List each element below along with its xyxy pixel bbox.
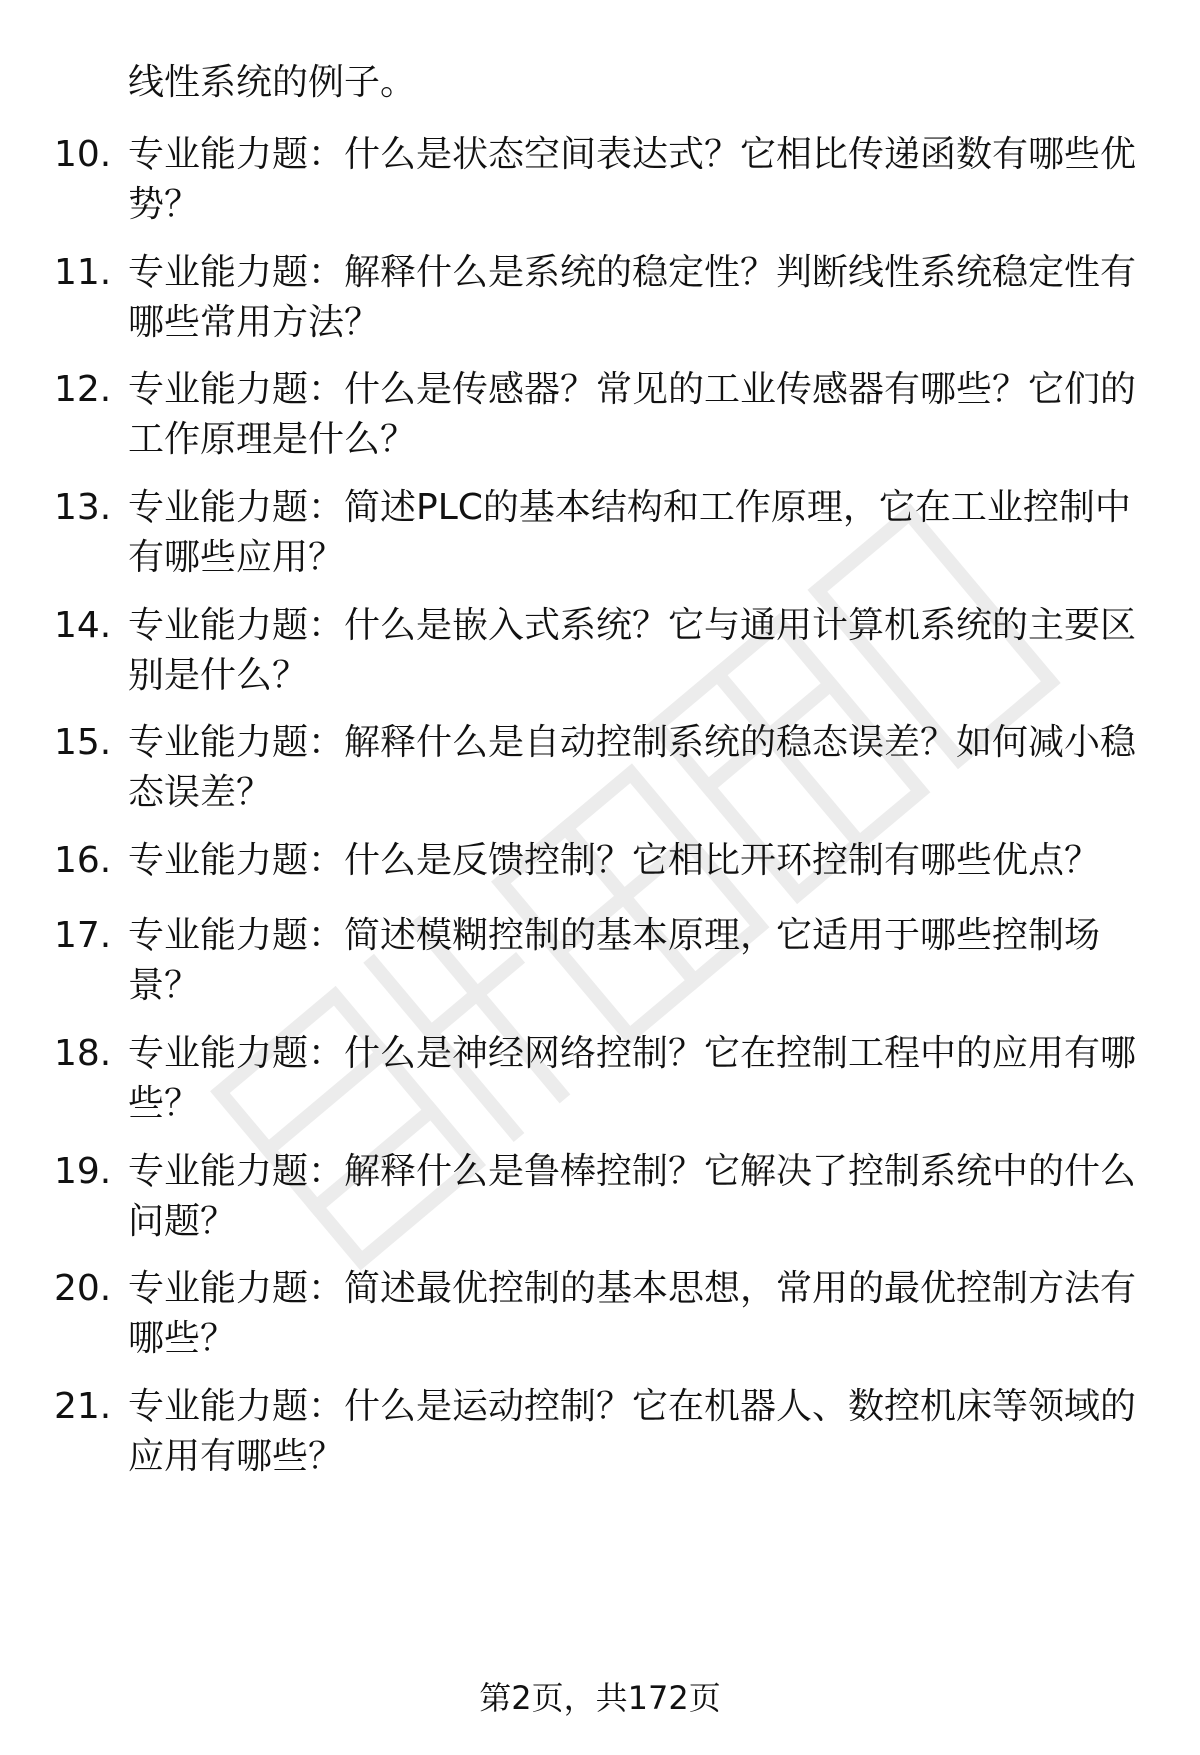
item-number: 10. [54, 134, 112, 175]
item-number: 18. [54, 1033, 112, 1074]
item-text: 专业能力题：什么是嵌入式系统？它与通用计算机系统的主要区别是什么？ [128, 605, 1137, 696]
item-text: 专业能力题：什么是神经网络控制？它在控制工程中的应用有哪些？ [128, 1033, 1137, 1124]
item-number: 11. [54, 252, 112, 293]
item-number: 20. [54, 1268, 112, 1309]
item-text: 专业能力题：简述PLC的基本结构和工作原理，它在工业控制中有哪些应用？ [128, 487, 1131, 578]
item-number: 16. [54, 840, 112, 881]
item-number: 12. [54, 369, 112, 410]
item-text: 专业能力题：简述最优控制的基本思想，常用的最优控制方法有哪些？ [128, 1268, 1137, 1359]
item-text: 专业能力题：简述模糊控制的基本原理，它适用于哪些控制场景？ [128, 915, 1101, 1006]
page-footer: 第2页，共172页 [479, 1679, 721, 1717]
item-number: 13. [54, 487, 112, 528]
item-number: 19. [54, 1151, 112, 1192]
item-text: 专业能力题：什么是运动控制？它在机器人、数控机床等领域的应用有哪些？ [128, 1386, 1137, 1477]
item-text: 专业能力题：解释什么是自动控制系统的稳态误差？如何减小稳态误差？ [128, 722, 1137, 813]
continuation-text: 线性系统的例子。 [128, 62, 417, 103]
item-text: 专业能力题：解释什么是系统的稳定性？判断线性系统稳定性有哪些常用方法？ [128, 252, 1137, 343]
item-number: 21. [54, 1386, 112, 1427]
item-text: 专业能力题：什么是反馈控制？它相比开环控制有哪些优点？ [128, 840, 1101, 881]
item-text: 专业能力题：什么是状态空间表达式？它相比传递函数有哪些优势？ [128, 134, 1137, 225]
item-text: 专业能力题：什么是传感器？常见的工业传感器有哪些？它们的工作原理是什么？ [128, 369, 1137, 460]
item-number: 14. [54, 605, 112, 646]
item-number: 15. [54, 722, 112, 763]
item-number: 17. [54, 915, 112, 956]
item-text: 专业能力题：解释什么是鲁棒控制？它解决了控制系统中的什么问题？ [128, 1151, 1137, 1242]
